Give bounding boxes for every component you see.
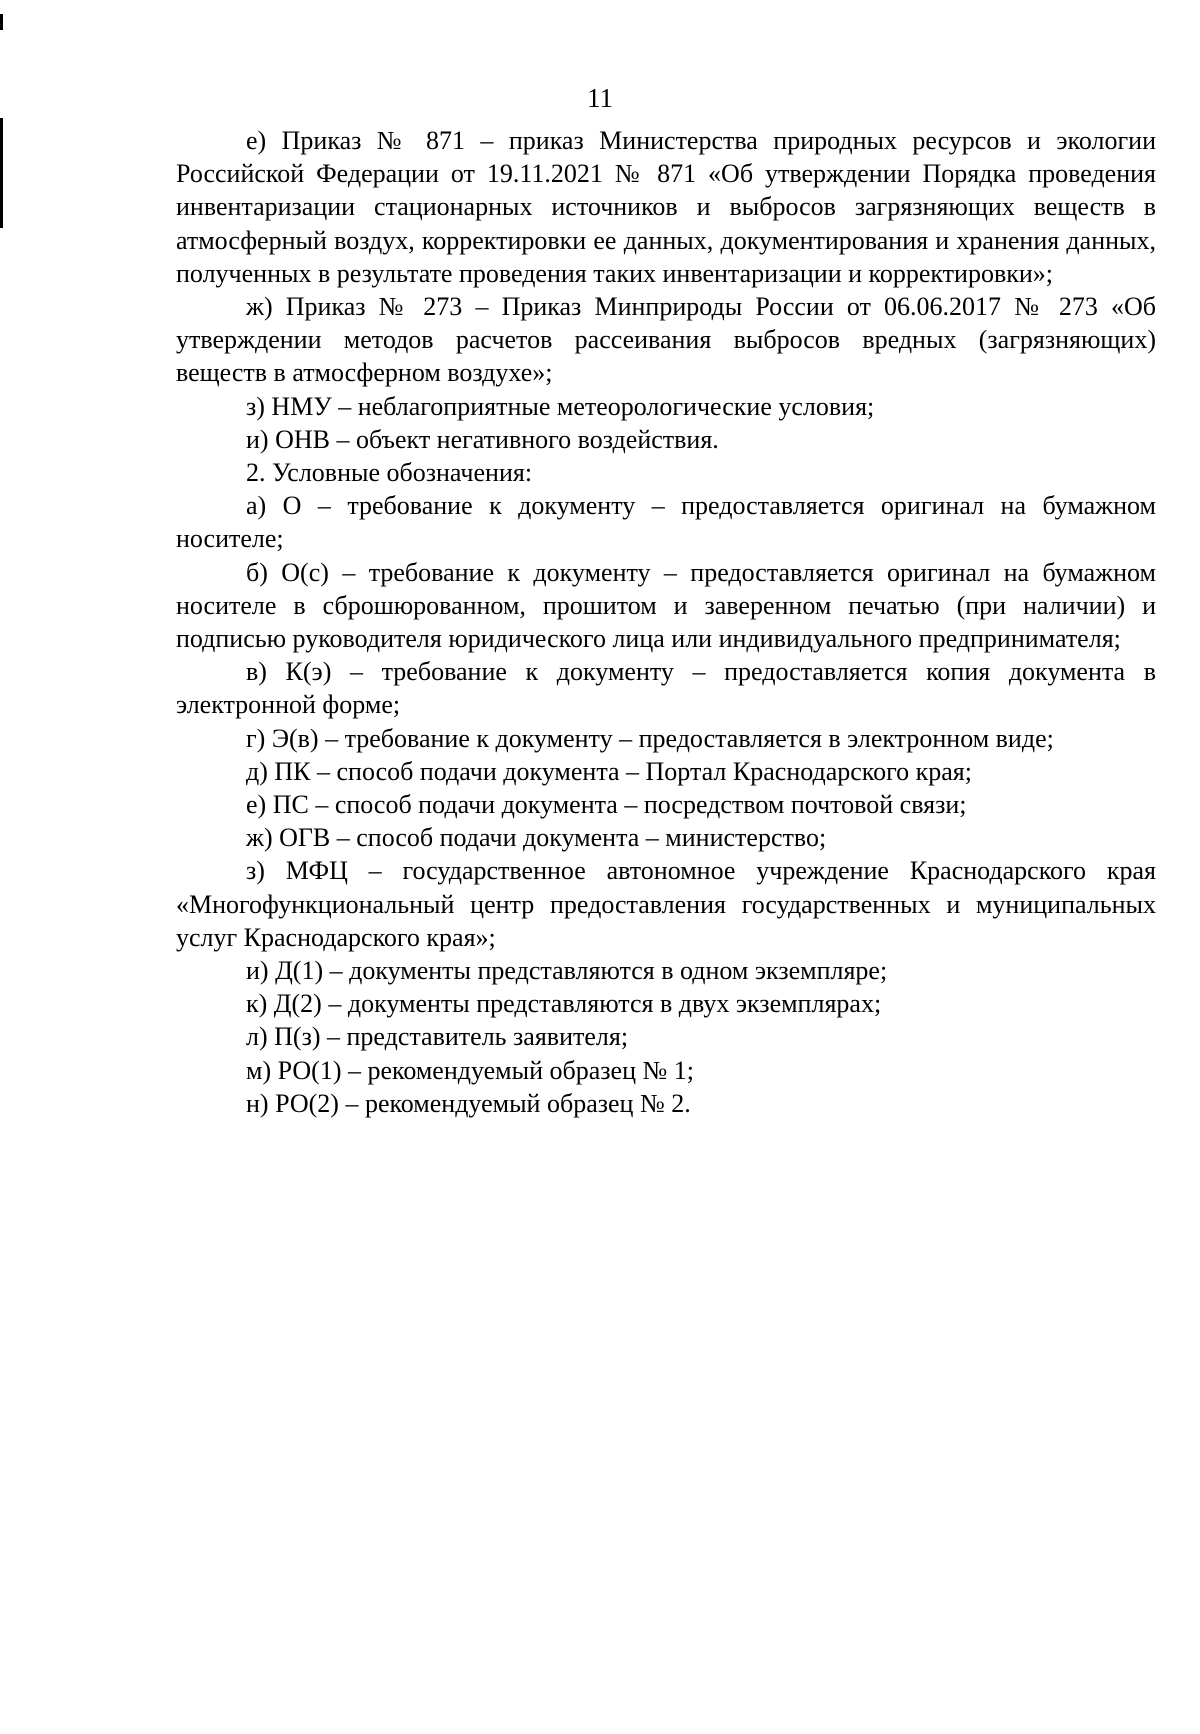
symbol-k-two-copies: к) Д(2) – документы представляются в двух экземплярах; <box>246 989 882 1019</box>
symbol-e-post: е) ПС – способ подачи документа – посредством почтовой связи; <box>246 790 967 820</box>
symbol-zh-ministry: ж) ОГВ – способ подачи документа – министерство; <box>246 823 827 853</box>
page-number: 11 <box>587 83 613 113</box>
symbol-d-portal: д) ПК – способ подачи документа – Портал Краснодарского края; <box>246 756 972 786</box>
symbol-b-original-bound: б) О(с) – требование к документу – предоставляется оригинал на бумажном носителе в сброшюрованном, прошитом и заверенном печатью (при наличии) и подписью руководителя юридического лица или индивидуального предпринимателя; <box>176 557 1156 654</box>
symbol-g-electronic-form: г) Э(в) – требование к документу – предоставляется в электронном виде; <box>246 723 1054 753</box>
scan-edge-mark-top <box>0 14 3 30</box>
document-body <box>176 124 1156 1120</box>
symbol-n-sample-2: н) РО(2) – рекомендуемый образец № 2. <box>246 1088 691 1118</box>
symbol-a-original: а) О – требование к документу – предоставляется оригинал на бумажном носителе; <box>176 491 1156 554</box>
definition-e-order-871: е) Приказ № 871 – приказ Министерства природных ресурсов и экологии Российской Федерации от 19.11.2021 № 871 «Об утверждении Порядка проведения инвентаризации стационарных источников и выбросов загрязняющих веществ в атмосферный воздух, корректировки ее данных, документирования и хранения данных, полученных в результате проведения таких инвентаризации и корректировки»; <box>176 126 1156 288</box>
section-heading-symbols: 2. Условные обозначения: <box>246 458 533 488</box>
scan-edge-mark-middle <box>0 118 3 228</box>
symbol-i-one-copy: и) Д(1) – документы представляются в одном экземпляре; <box>246 956 888 986</box>
definition-zh-order-273: ж) Приказ № 273 – Приказ Минприроды России от 06.06.2017 № 273 «Об утверждении методов расчетов рассеивания выбросов вредных (загрязняющих) веществ в атмосферном воздухе»; <box>176 292 1156 388</box>
symbol-m-sample-1: м) РО(1) – рекомендуемый образец № 1; <box>246 1055 695 1085</box>
definition-i-onv: и) ОНВ – объект негативного воздействия. <box>246 424 719 454</box>
symbol-z-mfc: з) МФЦ – государственное автономное учреждение Краснодарского края «Многофункциональный центр предоставления государственных и муниципальных услуг Краснодарского края»; <box>176 856 1156 952</box>
definition-z-nmu: з) НМУ – неблагоприятные метеорологические условия; <box>246 391 875 421</box>
symbol-v-electronic-copy: в) К(э) – требование к документу – предоставляется копия документа в электронной форме; <box>176 657 1156 720</box>
symbol-l-representative: л) П(з) – представитель заявителя; <box>246 1022 629 1052</box>
